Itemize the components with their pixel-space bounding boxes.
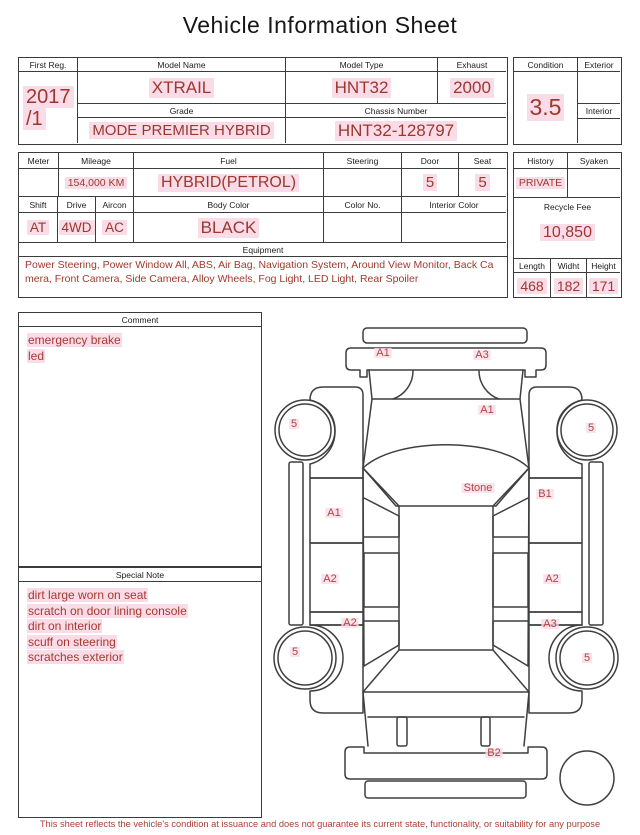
comment-box	[18, 312, 262, 567]
width-value: 182	[551, 273, 587, 298]
comment-content	[19, 327, 261, 364]
equipment-header: Equipment	[19, 243, 507, 257]
damage-label: A2	[323, 573, 337, 585]
aircon-value: AC	[96, 213, 134, 243]
damage-label: 5	[290, 418, 298, 430]
model-name-header: Model Name	[78, 58, 286, 72]
vehicle-spec-table	[18, 152, 508, 298]
color-no-value	[324, 213, 402, 243]
damage-label: A1	[376, 347, 390, 359]
condition-value: 3.5	[514, 72, 578, 143]
exhaust-value: 2000	[438, 72, 506, 104]
meter-header: Meter	[19, 153, 59, 169]
seat-value: 5	[459, 169, 506, 197]
damage-label: A1	[327, 507, 341, 519]
steering-value	[324, 169, 402, 197]
interior-value	[578, 119, 620, 143]
length-value: 468	[514, 273, 551, 298]
special-note-box	[18, 567, 262, 818]
comment-line: emergency brake	[28, 333, 121, 347]
model-type-header: Model Type	[286, 58, 438, 72]
damage-label: 5	[291, 646, 299, 658]
damage-label: A3	[543, 618, 557, 630]
history-fee-table	[513, 152, 622, 298]
damage-label: B1	[538, 488, 552, 500]
fuel-header: Fuel	[134, 153, 324, 169]
syaken-header: Syaken	[568, 153, 620, 169]
mileage-value: 154,000 KM	[59, 169, 134, 197]
comment-header: Comment	[19, 313, 261, 327]
front-left-wheel	[275, 400, 335, 460]
grade-header: Grade	[78, 104, 286, 118]
length-header: Length	[514, 259, 551, 273]
meter-value	[19, 169, 59, 197]
damage-label: 5	[587, 422, 595, 434]
chassis-number-header: Chassis Number	[286, 104, 506, 118]
special-note-line: scratch on door lining console	[28, 603, 187, 618]
condition-header: Condition	[514, 58, 578, 72]
shift-value: AT	[19, 213, 58, 243]
seat-header: Seat	[459, 153, 506, 169]
car-outline	[274, 328, 618, 805]
disclaimer-text: This sheet reflects the vehicle's condition at issuance and does not guarantee its current state, functionality, or suitability for any purpose	[39, 819, 601, 829]
history-header: History	[514, 153, 568, 169]
damage-label: 5	[583, 652, 591, 664]
interior-header: Interior	[578, 104, 620, 119]
history-value: PRIVATE	[514, 169, 568, 198]
aircon-header: Aircon	[96, 197, 134, 213]
vehicle-identity-table	[18, 57, 508, 145]
damage-label: Stone	[463, 482, 493, 494]
damage-label: A2	[343, 617, 357, 629]
car-damage-diagram	[270, 310, 640, 835]
door-value: 5	[402, 169, 459, 197]
height-value: 171	[587, 273, 620, 298]
drive-header: Drive	[58, 197, 96, 213]
special-note-header: Special Note	[19, 568, 261, 582]
body-color-value: BLACK	[134, 213, 324, 243]
steering-header: Steering	[324, 153, 402, 169]
page-title: Vehicle Information Sheet	[182, 12, 458, 38]
recycle-fee-value: 10,850	[540, 224, 595, 242]
model-name-value: XTRAIL	[78, 72, 286, 104]
first-reg-header: First Reg.	[19, 58, 78, 72]
damage-label: A2	[545, 573, 559, 585]
recycle-fee-cell	[514, 198, 621, 259]
shift-header: Shift	[19, 197, 58, 213]
first-reg-month: /1	[23, 108, 46, 130]
height-header: Height	[587, 259, 620, 273]
door-header: Door	[402, 153, 459, 169]
fuel-value: HYBRID(PETROL)	[134, 169, 324, 197]
special-note-line: dirt on interior	[28, 619, 102, 633]
model-type-value: HNT32	[286, 72, 438, 104]
recycle-fee-header: Recycle Fee	[543, 202, 592, 212]
grade-value: MODE PREMIER HYBRID	[78, 118, 286, 143]
special-note-content	[19, 582, 261, 666]
comment-line: led	[28, 348, 45, 363]
exhaust-header: Exhaust	[438, 58, 506, 72]
chassis-number-value: HNT32-128797	[286, 118, 506, 143]
special-note-line: scratches exterior	[28, 650, 123, 664]
special-note-line: dirt large worn on seat	[28, 588, 147, 602]
damage-label: B2	[487, 747, 501, 759]
equipment-value: Power Steering, Power Window All, ABS, Air Bag, Navigation System, Around View Monitor, Back Camera, Front Camera, Side Camera, Alloy Wheels, Fog Light, LED Light, Rear Spoiler	[25, 259, 494, 285]
mileage-header: Mileage	[59, 153, 134, 169]
spare-wheel	[560, 751, 614, 805]
special-note-line: scuff on steering	[28, 634, 116, 649]
exterior-value	[578, 72, 620, 104]
body-color-header: Body Color	[134, 197, 324, 213]
interior-color-header: Interior Color	[402, 197, 506, 213]
drive-value: 4WD	[58, 213, 96, 243]
damage-label: A1	[480, 404, 494, 416]
condition-table	[513, 57, 622, 145]
interior-color-value	[402, 213, 506, 243]
syaken-value	[568, 169, 620, 198]
damage-label: A3	[475, 349, 489, 361]
first-reg-year: 2017	[23, 86, 74, 108]
rear-left-wheel	[274, 627, 336, 689]
exterior-header: Exterior	[578, 58, 620, 72]
color-no-header: Color No.	[324, 197, 402, 213]
width-header: Widht	[551, 259, 587, 273]
first-reg-value	[19, 72, 78, 143]
